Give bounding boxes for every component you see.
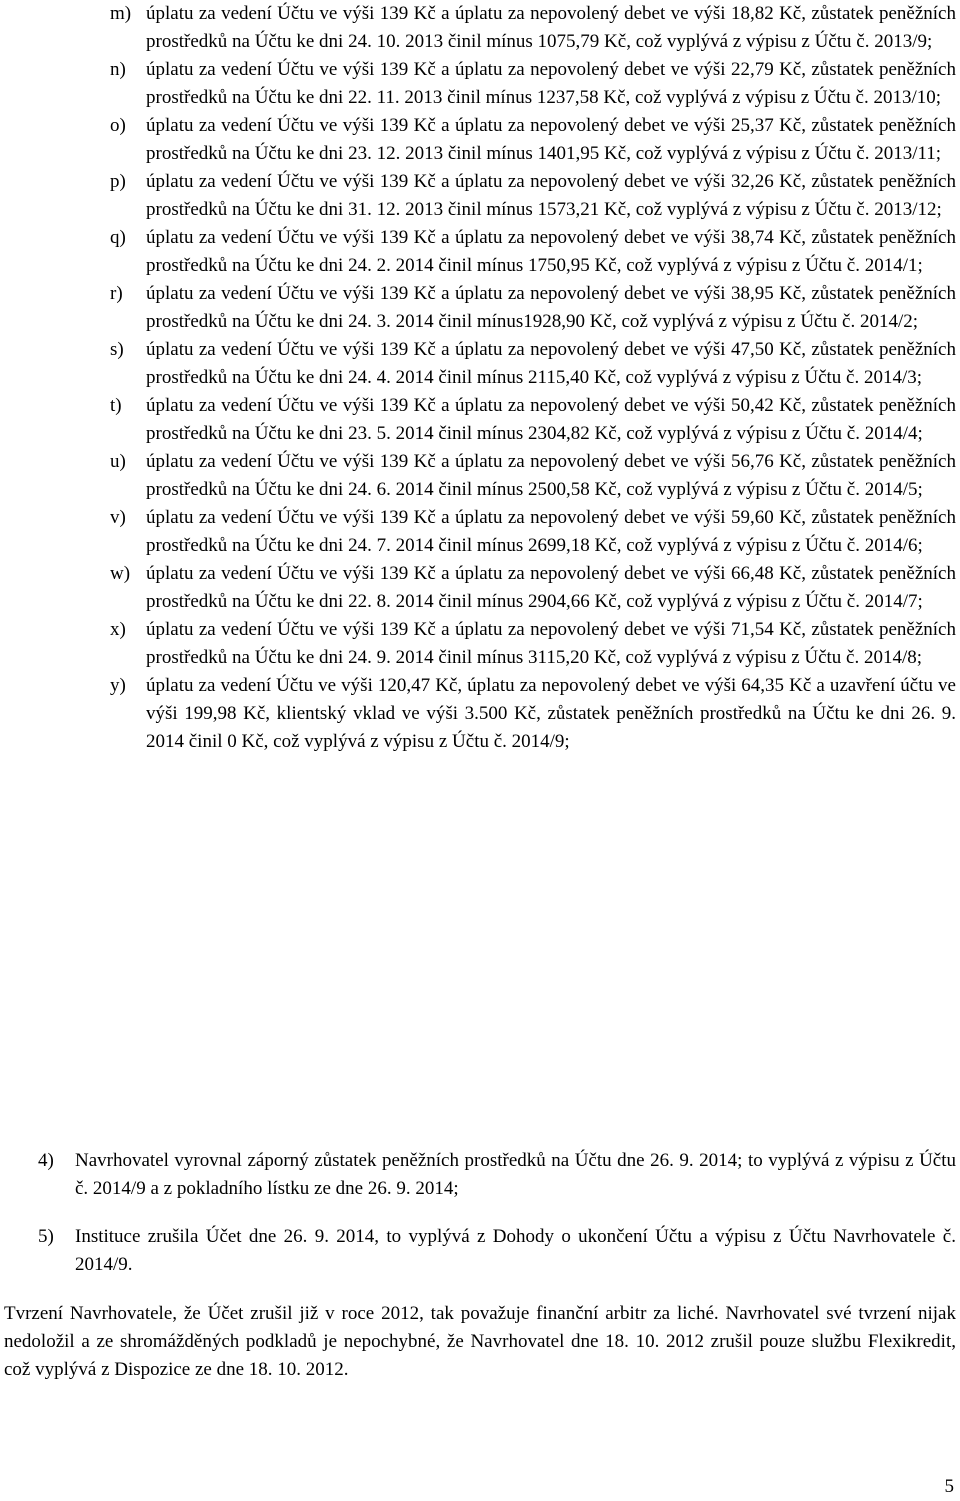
list-item	[110, 336, 956, 392]
list-item	[110, 224, 956, 280]
list-item-text: úplatu za vedení Účtu ve výši 139 Kč a úplatu za nepovolený debet ve výši 32,26 Kč, zůstatek peněžních prostředků na Účtu ke dni 31. 12. 2013 činil mínus 1573,21 Kč, což vyplývá z výpisu z Účtu č. 2013/12;	[146, 171, 956, 220]
list-item-marker: y)	[110, 675, 126, 696]
list-item-marker: x)	[110, 619, 126, 640]
list-item-marker: p)	[110, 171, 126, 192]
list-item-marker: t)	[110, 395, 122, 416]
numbered-item	[38, 1223, 956, 1279]
list-item-text: úplatu za vedení Účtu ve výši 139 Kč a úplatu za nepovolený debet ve výši 38,95 Kč, zůstatek peněžních prostředků na Účtu ke dni 24. 3. 2014 činil mínus1928,90 Kč, což vyplývá z výpisu z Účtu č. 2014/2;	[146, 283, 956, 332]
list-item-marker: s)	[110, 339, 124, 360]
list-item-text: úplatu za vedení Účtu ve výši 139 Kč a úplatu za nepovolený debet ve výši 66,48 Kč, zůstatek peněžních prostředků na Účtu ke dni 22. 8. 2014 činil mínus 2904,66 Kč, což vyplývá z výpisu z Účtu č. 2014/7;	[146, 563, 956, 612]
list-item-marker: o)	[110, 115, 126, 136]
list-item-marker: u)	[110, 451, 126, 472]
list-item-text: úplatu za vedení Účtu ve výši 139 Kč a úplatu za nepovolený debet ve výši 18,82 Kč, zůstatek peněžních prostředků na Účtu ke dni 24. 10. 2013 činil mínus 1075,79 Kč, což vyplývá z výpisu z Účtu č. 2013/9;	[146, 3, 956, 52]
list-item	[110, 560, 956, 616]
list-item	[110, 56, 956, 112]
page-number: 5	[944, 1476, 954, 1497]
closing-paragraph: Tvrzení Navrhovatele, že Účet zrušil již v roce 2012, tak považuje finanční arbitr za liché. Navrhovatel své tvrzení nijak nedoložil a ze shromážděných podkladů je nepochybné, že Navrhovatel dne 18. 10. 2012 zrušil pouze službu Flexikredit, což vyplývá z Dispozice ze dne 18. 10. 2012.	[4, 1303, 956, 1380]
list-item	[110, 0, 956, 56]
list-item-text: úplatu za vedení Účtu ve výši 120,47 Kč, úplatu za nepovolený debet ve výši 64,35 Kč a uzavření účtu ve výši 199,98 Kč, klientský vklad ve výši 3.500 Kč, zůstatek peněžních prostředků na Účtu ke dni 26. 9. 2014 činil 0 Kč, což vyplývá z výpisu z Účtu č. 2014/9;	[146, 675, 956, 752]
list-item	[110, 616, 956, 672]
sub-item-list	[110, 0, 956, 756]
list-item-text: úplatu za vedení Účtu ve výši 139 Kč a úplatu za nepovolený debet ve výši 38,74 Kč, zůstatek peněžních prostředků na Účtu ke dni 24. 2. 2014 činil mínus 1750,95 Kč, což vyplývá z výpisu z Účtu č. 2014/1;	[146, 227, 956, 276]
list-item	[110, 168, 956, 224]
list-item-marker: v)	[110, 507, 126, 528]
numbered-item	[38, 1147, 956, 1203]
numbered-item-marker: 5)	[38, 1226, 54, 1247]
numbered-item-list	[38, 1147, 956, 1299]
list-item-text: úplatu za vedení Účtu ve výši 139 Kč a úplatu za nepovolený debet ve výši 59,60 Kč, zůstatek peněžních prostředků na Účtu ke dni 24. 7. 2014 činil mínus 2699,18 Kč, což vyplývá z výpisu z Účtu č. 2014/6;	[146, 507, 956, 556]
list-item-text: úplatu za vedení Účtu ve výši 139 Kč a úplatu za nepovolený debet ve výši 50,42 Kč, zůstatek peněžních prostředků na Účtu ke dni 23. 5. 2014 činil mínus 2304,82 Kč, což vyplývá z výpisu z Účtu č. 2014/4;	[146, 395, 956, 444]
list-item-marker: m)	[110, 3, 132, 24]
list-item	[110, 672, 956, 756]
list-item-text: úplatu za vedení Účtu ve výši 139 Kč a úplatu za nepovolený debet ve výši 47,50 Kč, zůstatek peněžních prostředků na Účtu ke dni 24. 4. 2014 činil mínus 2115,40 Kč, což vyplývá z výpisu z Účtu č. 2014/3;	[146, 339, 956, 388]
list-item	[110, 504, 956, 560]
numbered-item-text: Navrhovatel vyrovnal záporný zůstatek peněžních prostředků na Účtu dne 26. 9. 2014; to vyplývá z výpisu z Účtu č. 2014/9 a z pokladního lístku ze dne 26. 9. 2014;	[75, 1150, 956, 1199]
list-item-marker: n)	[110, 59, 126, 80]
list-item	[110, 392, 956, 448]
list-item-text: úplatu za vedení Účtu ve výši 139 Kč a úplatu za nepovolený debet ve výši 71,54 Kč, zůstatek peněžních prostředků na Účtu ke dni 24. 9. 2014 činil mínus 3115,20 Kč, což vyplývá z výpisu z Účtu č. 2014/8;	[146, 619, 956, 668]
numbered-item-text: Instituce zrušila Účet dne 26. 9. 2014, to vyplývá z Dohody o ukončení Účtu a výpisu z Účtu Navrhovatele č. 2014/9.	[75, 1226, 956, 1275]
list-item-text: úplatu za vedení Účtu ve výši 139 Kč a úplatu za nepovolený debet ve výši 56,76 Kč, zůstatek peněžních prostředků na Účtu ke dni 24. 6. 2014 činil mínus 2500,58 Kč, což vyplývá z výpisu z Účtu č. 2014/5;	[146, 451, 956, 500]
list-item-marker: r)	[110, 283, 123, 304]
list-item	[110, 112, 956, 168]
list-item	[110, 280, 956, 336]
list-item-text: úplatu za vedení Účtu ve výši 139 Kč a úplatu za nepovolený debet ve výši 22,79 Kč, zůstatek peněžních prostředků na Účtu ke dni 22. 11. 2013 činil mínus 1237,58 Kč, což vyplývá z výpisu z Účtu č. 2013/10;	[146, 59, 956, 108]
list-item-marker: q)	[110, 227, 126, 248]
list-item	[110, 448, 956, 504]
list-item-text: úplatu za vedení Účtu ve výši 139 Kč a úplatu za nepovolený debet ve výši 25,37 Kč, zůstatek peněžních prostředků na Účtu ke dni 23. 12. 2013 činil mínus 1401,95 Kč, což vyplývá z výpisu z Účtu č. 2013/11;	[146, 115, 956, 164]
list-item-marker: w)	[110, 563, 131, 584]
numbered-item-marker: 4)	[38, 1150, 54, 1171]
